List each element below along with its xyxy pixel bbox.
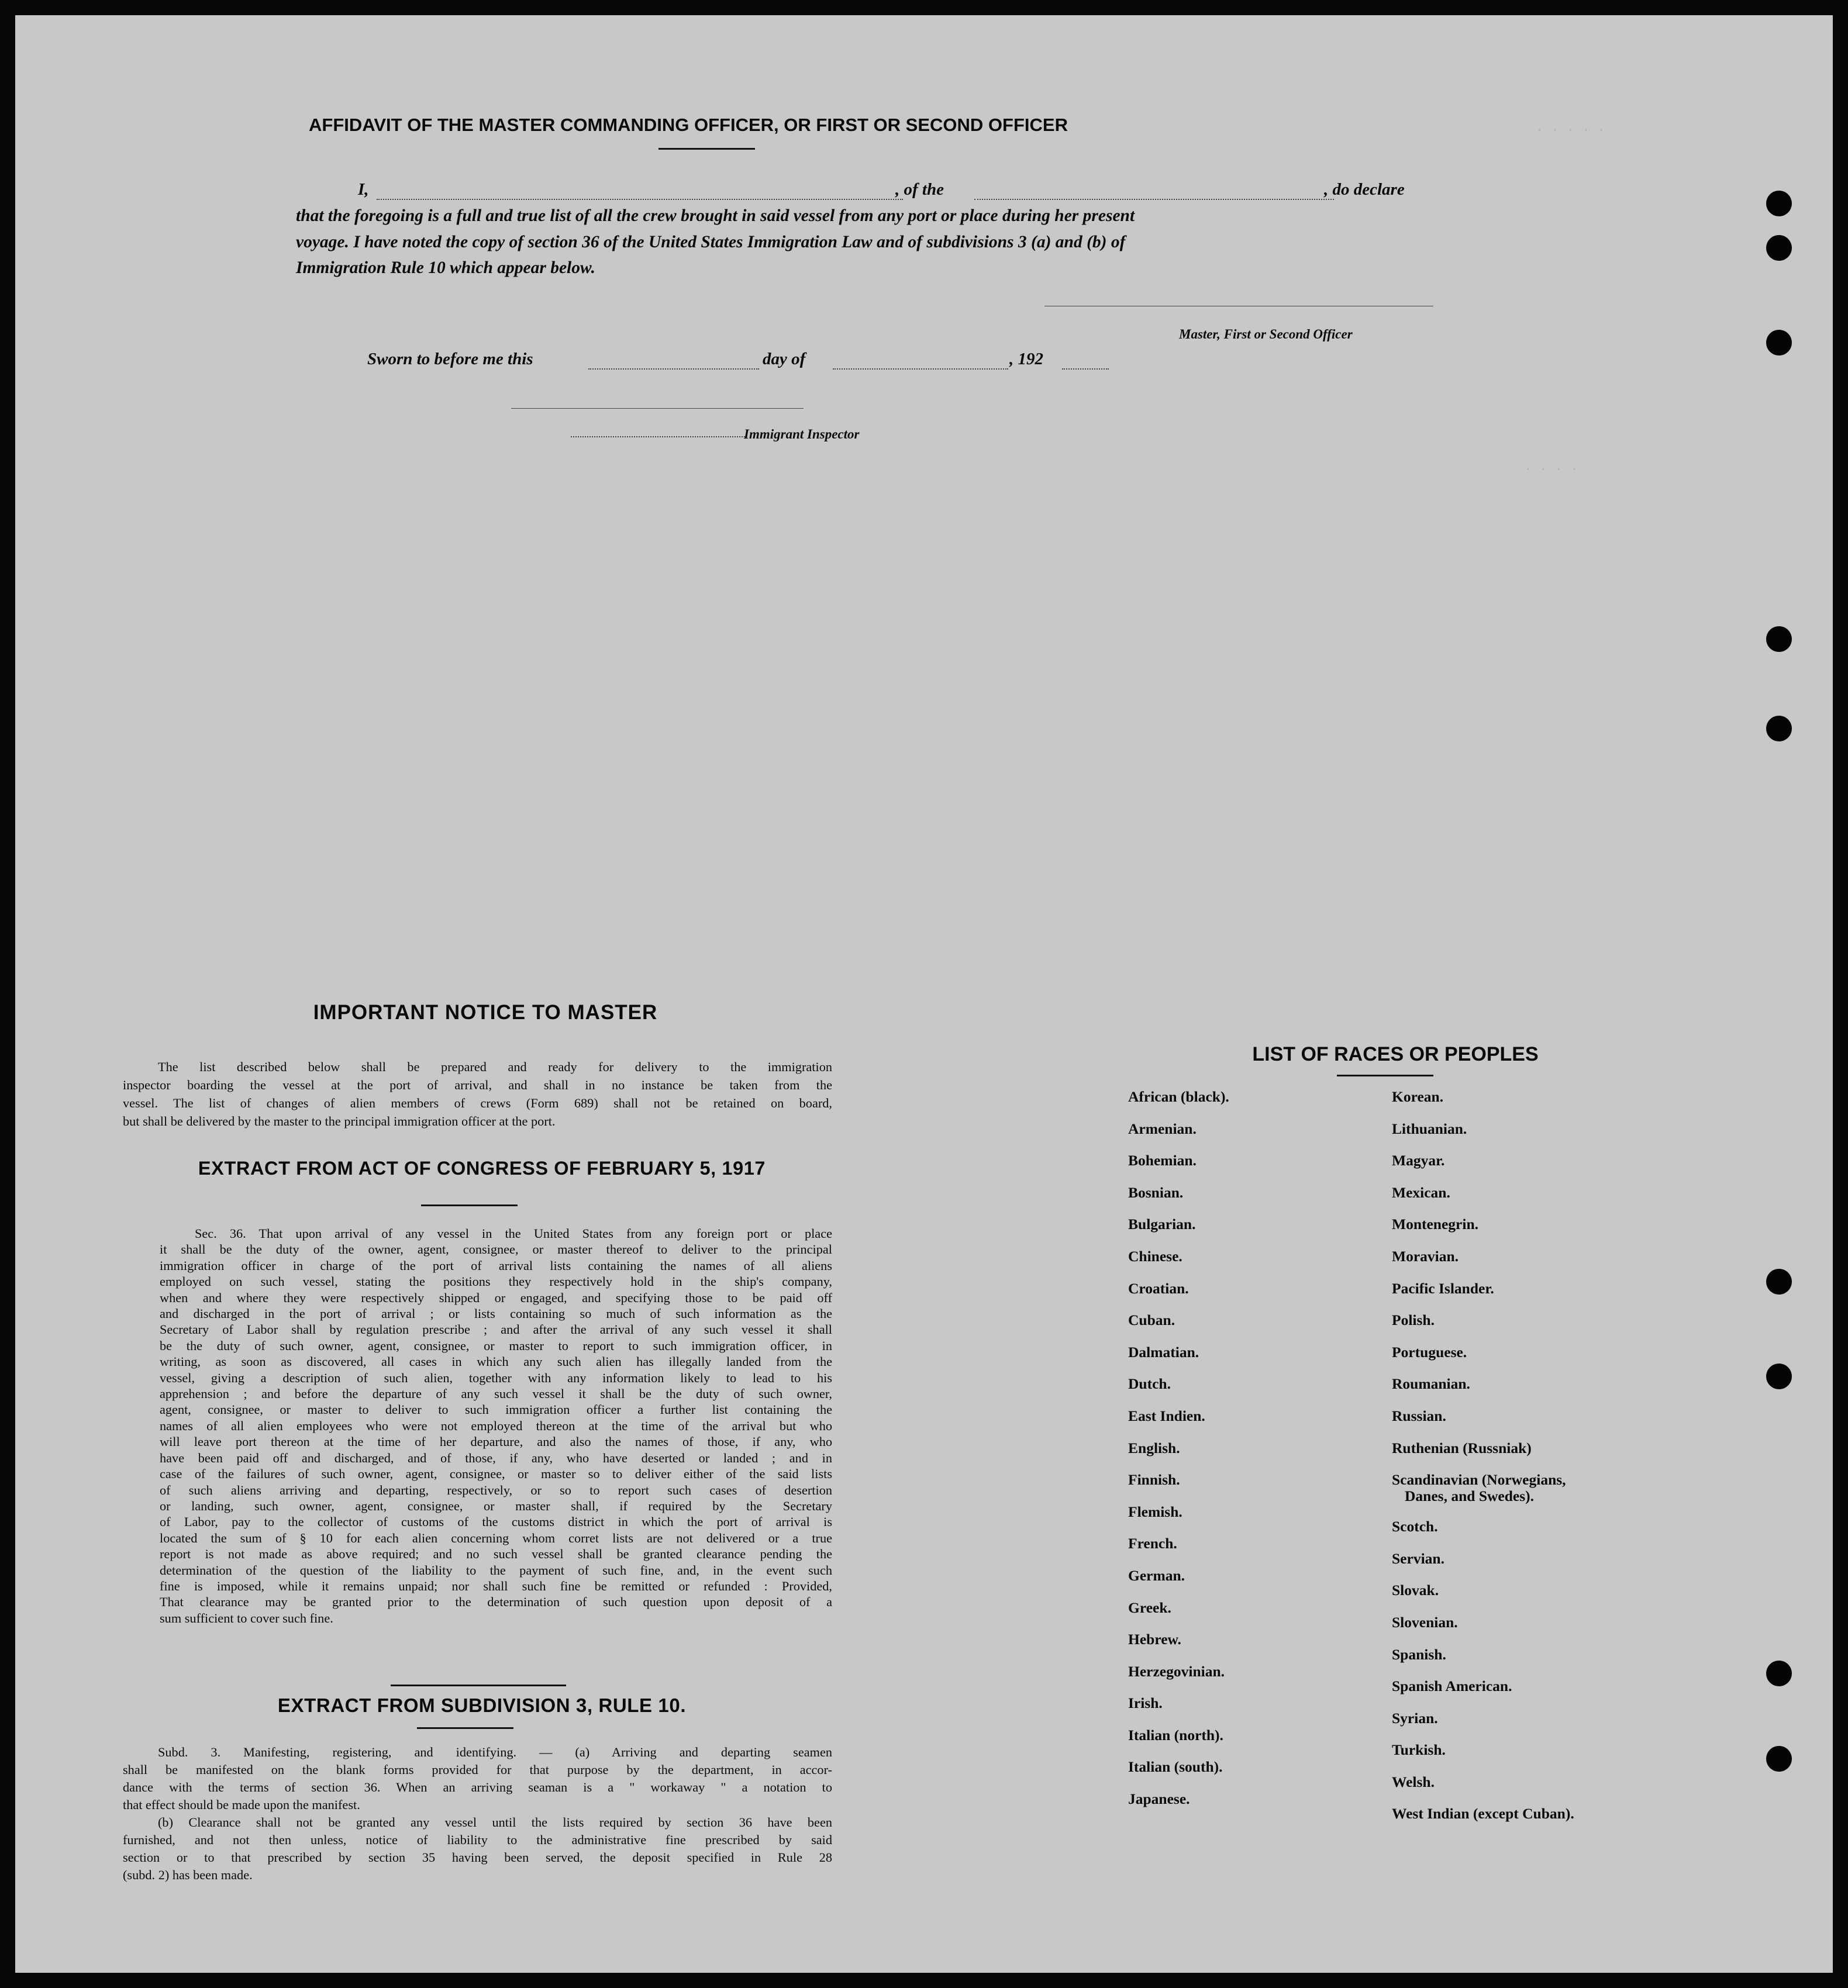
section-divider (421, 1204, 518, 1206)
extract-act-line: have been paid off and discharged, and of those, if any, who have deserted or landed ; and in (160, 1450, 832, 1465)
race-item: Syrian. (1392, 1709, 1438, 1727)
affidavit-of-the: , of the (895, 180, 944, 199)
extract-act-line: of such aliens arriving and departing, respectively, or so to report such cases of desertion (160, 1482, 832, 1497)
extract-act-line: case of the failures of such owner, agent, consignee, or master so to deliver either of the said lists (160, 1466, 832, 1482)
extract-rule-line: Subd. 3. Manifesting, registering, and identifying. — (a) Arriving and departing seamen (158, 1745, 832, 1759)
title-underline (1337, 1075, 1433, 1076)
inspector-label: Immigrant Inspector (744, 427, 860, 441)
extract-rule-line: section or to that prescribed by section 35 having been served, the deposit specified in Rule 28 (123, 1850, 832, 1865)
extract-act-line: vessel, giving a description of such alien, together with any information likely to lead to his (160, 1370, 832, 1385)
notice-line: vessel. The list of changes of alien members of crews (Form 689) shall not be retained on board, (123, 1096, 832, 1110)
extract-act-line: of Labor, pay to the collector of customs of the customs district in which the port of arrival is (160, 1514, 832, 1530)
extract-act-line: immigration officer in charge of the port of arrival lists containing the names of all aliens (160, 1258, 832, 1273)
race-item: Finnish. (1128, 1471, 1180, 1489)
day-of-text: day of (763, 350, 806, 368)
race-item: Croatian. (1128, 1279, 1189, 1297)
punch-hole (1766, 1746, 1792, 1772)
extract-act-line: That clearance may be granted prior to the determination of such question upon deposit of a (160, 1594, 832, 1610)
race-item: Roumanian. (1392, 1375, 1470, 1393)
race-item: Dutch. (1128, 1375, 1171, 1393)
extract-act-line: names of all alien employees who were not employed thereon at the time of the arrival but who (160, 1418, 832, 1433)
extract-rule-line: furnished, and not then unless, notice of liability to the administrative fine prescribed by said (123, 1832, 832, 1847)
race-item: Herzegovinian. (1128, 1662, 1225, 1680)
title-underline (658, 148, 755, 150)
race-item: African (black). (1128, 1088, 1229, 1105)
extract-act-line: employed on such vessel, stating the positions they respectively hold in the ship's company, (160, 1274, 832, 1289)
year-blank-line (1062, 368, 1109, 370)
punch-hole (1766, 626, 1792, 652)
race-item: Greek. (1128, 1599, 1171, 1616)
races-right-column (1392, 1088, 1574, 1837)
notice-line: inspector boarding the vessel at the port of arrival, and shall in no instance be taken from the (123, 1078, 832, 1092)
extract-rule-text (123, 1744, 832, 1884)
affidavit-line-2: voyage. I have noted the copy of section 36 of the United States Immigration Law and of subdivisions 3 (a) and (b) of (296, 233, 1126, 251)
race-item: Ruthenian (Russniak) (1392, 1439, 1532, 1457)
race-item: German. (1128, 1566, 1185, 1584)
extract-act-line: when and where they were respectively shipped or engaged, and specifying those to be paid off (160, 1290, 832, 1305)
race-item: Scotch. (1392, 1518, 1438, 1535)
race-item: Danes, and Swedes). (1405, 1487, 1535, 1505)
race-item: Korean. (1392, 1088, 1444, 1105)
race-item: Armenian. (1128, 1120, 1197, 1137)
affidavit-line-3: Immigration Rule 10 which appear below. (296, 258, 595, 277)
race-item: Dalmatian. (1128, 1343, 1199, 1361)
race-item: Bosnian. (1128, 1183, 1184, 1201)
extract-act-line: apprehension ; and before the departure of any such vessel it shall be the duty of such owner, (160, 1386, 832, 1402)
race-item: Bohemian. (1128, 1152, 1197, 1169)
punch-hole (1766, 330, 1792, 356)
punch-hole (1766, 1661, 1792, 1686)
document-page (15, 15, 1833, 1973)
race-item: Polish. (1392, 1311, 1435, 1329)
race-item: Cuban. (1128, 1311, 1175, 1329)
day-blank-line (588, 368, 759, 370)
affidavit-do-declare: , do declare (1324, 180, 1405, 199)
notice-text (123, 1058, 832, 1130)
extract-act-title: EXTRACT FROM ACT OF CONGRESS OF FEBRUARY 5, 1917 (198, 1158, 766, 1179)
extract-act-line: it shall be the duty of the owner, agent, consignee, or master thereof to deliver to the principal (160, 1242, 832, 1257)
punch-hole (1766, 716, 1792, 741)
notice-title: IMPORTANT NOTICE TO MASTER (313, 1001, 658, 1024)
extract-act-line: Secretary of Labor shall by regulation prescribe ; and after the arrival of any such vessel it shall (160, 1322, 832, 1337)
punch-hole (1766, 235, 1792, 261)
race-item: Flemish. (1128, 1503, 1182, 1520)
punch-hole (1766, 1269, 1792, 1295)
race-item: Slovak. (1392, 1582, 1439, 1599)
race-item: English. (1128, 1439, 1180, 1457)
race-item: Japanese. (1128, 1790, 1190, 1808)
extract-act-line: be the duty of such owner, agent, consignee, or master to report to such immigration officer, in (160, 1338, 832, 1353)
month-blank-line (833, 368, 1008, 370)
section-divider (391, 1685, 566, 1686)
races-title: LIST OF RACES OR PEOPLES (1252, 1043, 1539, 1065)
extract-act-text (160, 1226, 832, 1626)
race-item: Irish. (1128, 1694, 1163, 1712)
race-item: Portuguese. (1392, 1343, 1467, 1361)
extract-rule-title: EXTRACT FROM SUBDIVISION 3, RULE 10. (277, 1694, 687, 1716)
name-blank-line (377, 199, 903, 200)
notice-line: The list described below shall be prepared and ready for delivery to the immigration (158, 1059, 832, 1074)
extract-rule-line: shall be manifested on the blank forms provided for that purpose by the department, in accor- (123, 1762, 832, 1777)
race-item: Spanish. (1392, 1645, 1446, 1663)
race-item: Bulgarian. (1128, 1216, 1196, 1233)
extract-act-line: or landing, such owner, agent, consignee, or master shall, if required by the Secretary (160, 1498, 832, 1513)
race-item: Slovenian. (1392, 1613, 1458, 1631)
race-item: French. (1128, 1535, 1177, 1552)
vessel-blank-line (974, 199, 1334, 200)
race-item: Russian. (1392, 1407, 1446, 1424)
race-item: East Indien. (1128, 1407, 1205, 1424)
notice-line: but shall be delivered by the master to the principal immigration officer at the port. (123, 1114, 556, 1128)
race-item: Italian (south). (1128, 1758, 1223, 1776)
punch-hole (1766, 1364, 1792, 1389)
extract-act-line: determination of the question of the liability to the payment of such fine, and, in the event such (160, 1562, 832, 1578)
sworn-text: Sworn to before me this (367, 350, 533, 368)
extract-act-line: writing, as soon as discovered, all cases in which any such alien has illegally landed from the (160, 1354, 832, 1369)
inspector-dotted-line (571, 436, 745, 437)
extract-act-line: agent, consignee, or master to deliver to such immigration officer a further list containing the (160, 1402, 832, 1417)
race-item: West Indian (except Cuban). (1392, 1805, 1574, 1823)
extract-act-line: Sec. 36. That upon arrival of any vessel in the United States from any foreign port or place (195, 1226, 832, 1241)
extract-act-line: fine is imposed, while it remains unpaid; nor shall such fine be remitted or refunded : Provided, (160, 1578, 832, 1593)
race-item: Servian. (1392, 1549, 1444, 1567)
race-item: Lithuanian. (1392, 1120, 1467, 1137)
show-through-text: . . . . . (1536, 120, 1605, 135)
extract-rule-line: (subd. 2) has been made. (123, 1868, 253, 1882)
extract-act-line: will leave port thereon at the time of her departure, and also the names of those, if any, who (160, 1434, 832, 1449)
extract-rule-line: dance with the terms of section 36. When an arriving seaman is a " workaway " a notation to (123, 1780, 832, 1794)
extract-act-line: located the sum of § 10 for each alien concerning whom corret lists are not delivered or a true (160, 1530, 832, 1545)
race-item: Montenegrin. (1392, 1216, 1479, 1233)
year-text: , 192 (1009, 350, 1043, 368)
race-item: Chinese. (1128, 1247, 1182, 1265)
extract-rule-line: (b) Clearance shall not be granted any vessel until the lists required by section 36 have been (158, 1815, 832, 1830)
punch-hole (1766, 191, 1792, 216)
race-item: Italian (north). (1128, 1726, 1223, 1744)
section-divider (417, 1727, 513, 1729)
extract-act-line: sum sufficient to cover such fine. (160, 1610, 333, 1625)
race-item: Magyar. (1392, 1152, 1445, 1169)
extract-act-line: report is not made as above required; and no such vessel shall be granted clearance pending the (160, 1547, 832, 1562)
race-item: Pacific Islander. (1392, 1279, 1494, 1297)
race-item: Moravian. (1392, 1247, 1459, 1265)
race-item: Scandinavian (Norwegians, (1392, 1471, 1566, 1489)
race-item: Spanish American. (1392, 1678, 1512, 1695)
affidavit-title: AFFIDAVIT OF THE MASTER COMMANDING OFFICER, OR FIRST OR SECOND OFFICER (309, 115, 1068, 135)
inspector-signature-line (511, 408, 804, 409)
race-item: Turkish. (1392, 1741, 1446, 1759)
races-left-column (1128, 1088, 1229, 1823)
extract-rule-line: that effect should be made upon the manifest. (123, 1797, 360, 1812)
affidavit-line-1: that the foregoing is a full and true list of all the crew brought in said vessel from any port or place during her present (296, 206, 1135, 225)
signature-label: Master, First or Second Officer (1179, 327, 1353, 341)
race-item: Hebrew. (1128, 1631, 1181, 1648)
race-item: Mexican. (1392, 1183, 1450, 1201)
extract-act-line: and discharged in the port of arrival ; or lists containing so much of such information as the (160, 1306, 832, 1321)
race-item: Welsh. (1392, 1773, 1435, 1790)
show-through-text: . . . . (1524, 460, 1578, 474)
affidavit-i: I, (358, 180, 369, 199)
